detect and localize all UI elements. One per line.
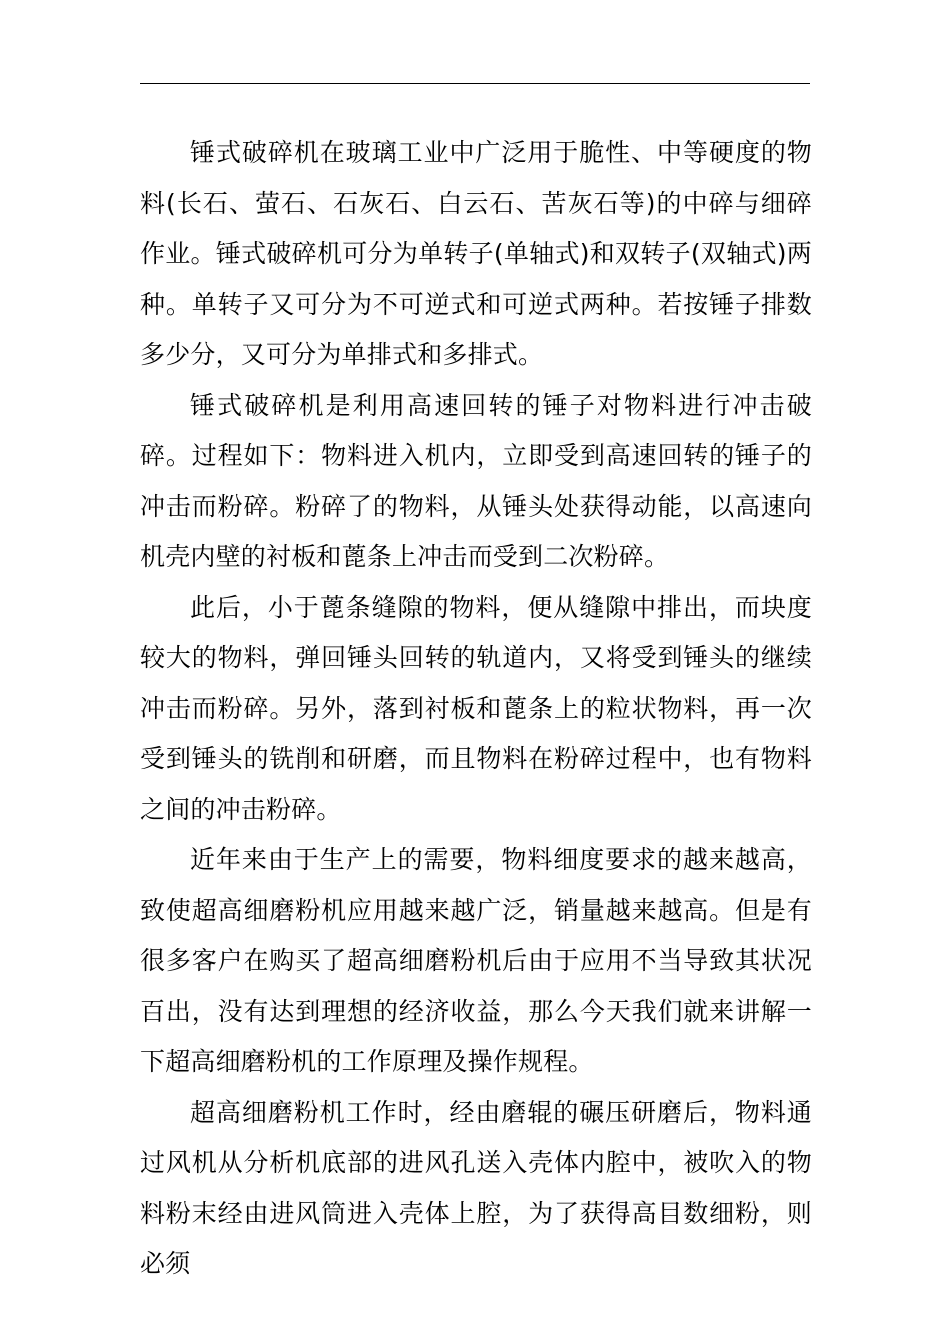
header-rule <box>140 83 810 84</box>
paragraph-5: 超高细磨粉机工作时，经由磨辊的碾压研磨后，物料通过风机从分析机底部的进风孔送入壳体内腔中，被吹入的物料粉末经由进风筒进入壳体上腔，为了获得高目数细粉，则必须 <box>140 1097 812 1278</box>
paragraph-3: 此后，小于蓖条缝隙的物料，便从缝隙中排出，而块度较大的物料，弹回锤头回转的轨道内，又将受到锤头的继续冲击而粉碎。另外，落到衬板和蓖条上的粒状物料，再一次受到锤头的铣削和研磨，而且物料在粉碎过程中，也有物料之间的冲击粉碎。 <box>140 592 812 824</box>
paragraph-2: 锤式破碎机是利用高速回转的锤子对物料进行冲击破碎。过程如下：物料进入机内，立即受到高速回转的锤子的冲击而粉碎。粉碎了的物料，从锤头处获得动能，以高速向机壳内壁的衬板和蓖条上冲击而受到二次粉碎。 <box>140 390 812 571</box>
paragraph-1: 锤式破碎机在玻璃工业中广泛用于脆性、中等硬度的物料(长石、萤石、石灰石、白云石、苦灰石等)的中碎与细碎作业。锤式破碎机可分为单转子(单轴式)和双转子(双轴式)两种。单转子又可分为不可逆式和可逆式两种。若按锤子排数多少分，又可分为单排式和多排式。 <box>140 138 812 369</box>
paragraph-4: 近年来由于生产上的需要，物料细度要求的越来越高，致使超高细磨粉机应用越来越广泛，销量越来越高。但是有很多客户在购买了超高细磨粉机后由于应用不当导致其状况百出，没有达到理想的经济收益，那么今天我们就来讲解一下超高细磨粉机的工作原理及操作规程。 <box>140 845 812 1076</box>
document-body <box>140 128 812 1290</box>
